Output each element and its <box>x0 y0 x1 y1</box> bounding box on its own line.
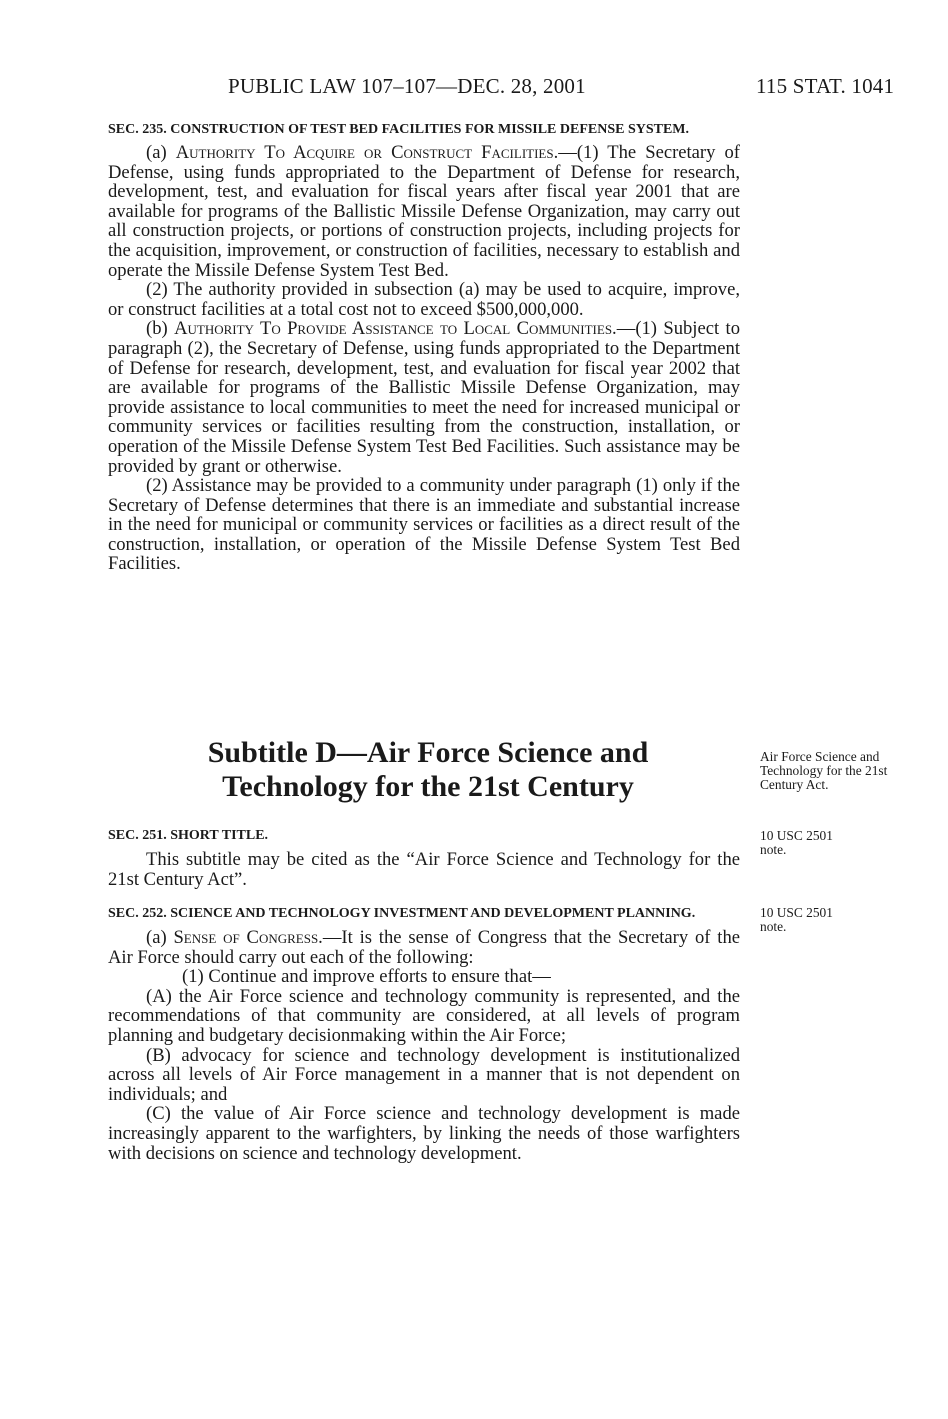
section-252-subparagraph-b: (B) advocacy for science and technology development is institutionalized across all levels of Air Force management in a manner that is not dependent on individuals; and <box>108 1044 740 1105</box>
section-252-paragraph-1: (1) Continue and improve efforts to ensure that— <box>182 966 551 988</box>
text: —(1) Subject to paragraph (2), the Secretary of Defense, using funds appropriated to the Department of Defense for research, development, test, and evaluation for fiscal year 2002 that are available for programs of the Ballistic Missile Defense Organization, may provide assistance to local communities to meet the need for increased municipal or community services or facilities resulting from the construction, installation, or operation of the Missile Defense System Test Bed Facilities. Such assistance may be provided by grant or otherwise. <box>108 318 740 477</box>
section-235-subsection-b <box>108 319 740 476</box>
running-head: PUBLIC LAW 107–107—DEC. 28, 2001 <box>228 74 586 98</box>
section-235-heading: SEC. 235. CONSTRUCTION OF TEST BED FACILITIES FOR MISSILE DEFENSE SYSTEM. <box>108 122 690 137</box>
section-252-subparagraph-c: (C) the value of Air Force science and technology development is made increasingly apparent to the warfighters, by linking the needs of those warfighters with decisions on science and technology development. <box>108 1103 740 1164</box>
section-235-paragraph-a2: (2) The authority provided in subsection (a) may be used to acquire, improve, or construct facilities at a total cost not to exceed $500,000,000. <box>108 279 740 320</box>
margin-note-usc-252: 10 USC 2501 note. <box>760 905 833 934</box>
caption: Authority To Acquire or Construct Facilities. <box>175 142 559 163</box>
subtitle-line-1: Subtitle D—Air Force Science and <box>207 736 649 769</box>
stat-citation: 115 STAT. 1041 <box>756 74 895 98</box>
section-252-heading: SEC. 252. SCIENCE AND TECHNOLOGY INVESTMENT AND DEVELOPMENT PLANNING. <box>108 906 696 921</box>
section-252-subparagraph-a: (A) the Air Force science and technology community is represented, and the recommendations of that community are considered, at all levels of program planning and budgetary decisionmaking within the Air Force; <box>108 985 740 1046</box>
label: (a) <box>146 927 174 948</box>
text: —(1) The Secretary of Defense, using funds appropriated to the Department of Defense for research, development, test, and evaluation for fiscal years after fiscal year 2001 that are available for programs of the Ballistic Missile Defense Organization, may carry out all construction projects, or portions of construction projects, including projects for the acquisition, improvement, or construction of facilities, necessary to establish and operate the Missile Defense System Test Bed. <box>108 142 740 281</box>
subtitle-heading <box>120 736 736 804</box>
margin-note-usc-251: 10 USC 2501 note. <box>760 828 833 857</box>
section-252-subsection-a <box>108 928 740 967</box>
section-235 <box>108 121 740 574</box>
section-235-subsection-a <box>108 143 740 280</box>
subtitle-line-2: Technology for the 21st Century <box>222 770 634 803</box>
section-251-text: This subtitle may be cited as the “Air Force Science and Technology for the 21st Century Act”. <box>108 849 740 890</box>
caption: Sense of Congress. <box>173 927 323 948</box>
margin-note-act: Air Force Science and Technology for the 21st Century Act. <box>760 749 888 792</box>
section-252 <box>108 905 740 1163</box>
label: (b) <box>146 318 175 340</box>
label: (a) <box>146 142 176 163</box>
section-251 <box>108 827 740 889</box>
section-251-heading: SEC. 251. SHORT TITLE. <box>108 828 269 843</box>
section-235-paragraph-b2: (2) Assistance may be provided to a community under paragraph (1) only if the Secretary of Defense determines that there is an immediate and substantial increase in the need for municipal or community services or facilities as a direct result of the construction, installation, or operation of the Missile Defense System Test Bed Facilities. <box>108 475 740 575</box>
text: —It is the sense of Congress that the Secretary of the Air Force should carry out each of the following: <box>108 927 740 968</box>
caption: Authority To Provide Assistance to Local Communities. <box>174 318 617 340</box>
